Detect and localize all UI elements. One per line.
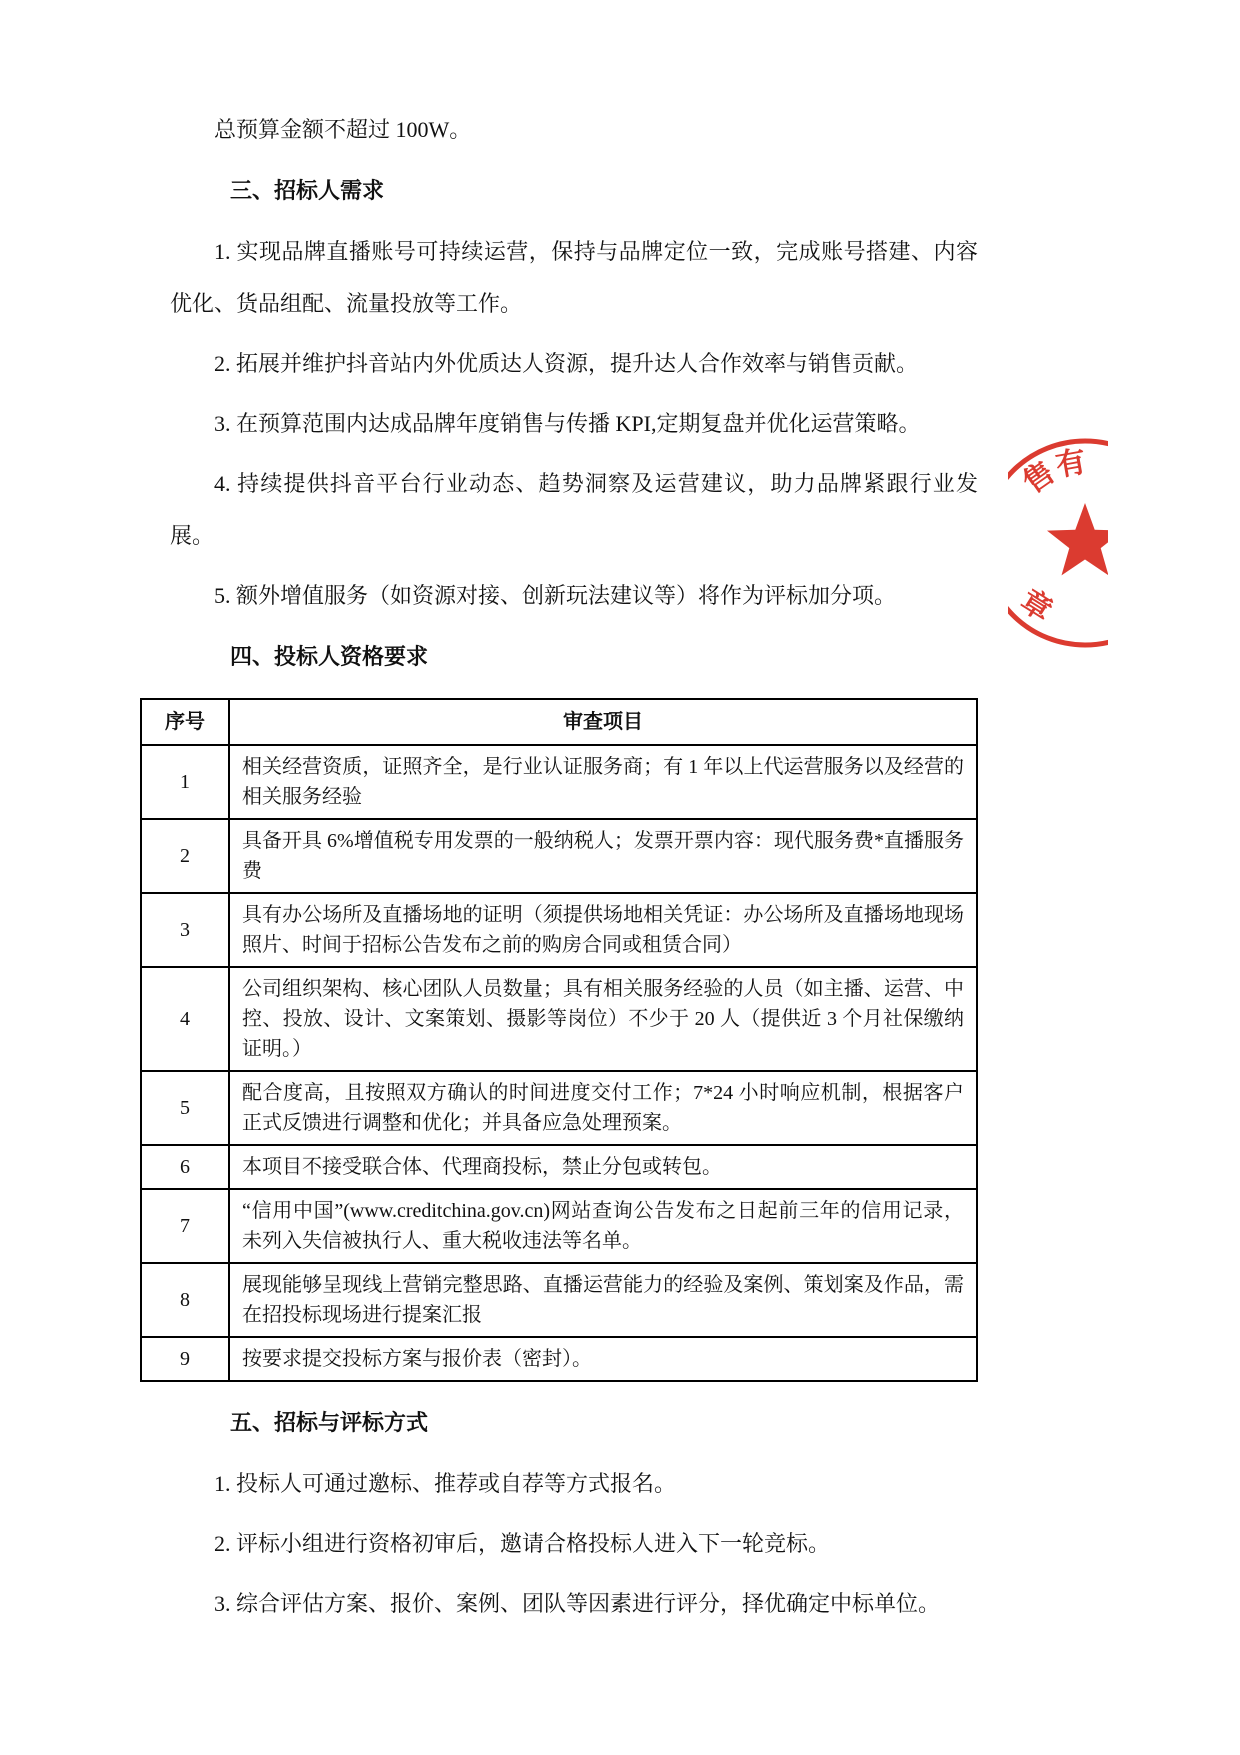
row-text-cell: 相关经营资质，证照齐全，是行业认证服务商；有 1 年以上代运营服务以及经营的相关服务经验 [229,745,977,819]
row-text-cell: 展现能够呈现线上营销完整思路、直播运营能力的经验及案例、策划案及作品，需在招投标现场进行提案汇报 [229,1263,977,1337]
table-row [141,819,977,893]
table-row [141,893,977,967]
row-number-cell: 8 [141,1263,229,1337]
section-heading-qualifications: 四、投标人资格要求 [230,644,429,669]
row-number-cell: 4 [141,967,229,1071]
row-number-cell: 3 [141,893,229,967]
header-cell-review-item: 审查项目 [229,699,977,745]
seal-arc-char: 售 [1017,455,1061,501]
row-text-cell: 按要求提交投标方案与报价表（密封）。 [229,1337,977,1381]
company-seal-graphic [1008,430,1108,658]
table-row [141,1263,977,1337]
seal-arc-char: 章 [1014,584,1058,628]
row-text-cell: 公司组织架构、核心团队人员数量；具有相关服务经验的人员（如主播、运营、中控、投放、设计、文案策划、摄影等岗位）不少于 20 人（提供近 3 个月社保缴纳证明。） [229,967,977,1071]
table-row [141,1071,977,1145]
table-row [141,1145,977,1189]
section-heading-bidder-requirements: 三、招标人需求 [230,178,385,203]
document-content [140,104,978,1638]
company-seal [1008,430,1108,658]
row-number-cell: 1 [141,745,229,819]
evaluation-item-1: 1. 投标人可通过邀标、推荐或自荐等方式报名。 [214,1471,677,1496]
table-row [141,967,977,1071]
row-number-cell: 9 [141,1337,229,1381]
row-text-cell: “信用中国”(www.creditchina.gov.cn)网站查询公告发布之日起前三年的信用记录，未列入失信被执行人、重大税收违法等名单。 [229,1189,977,1263]
section-heading-evaluation: 五、招标与评标方式 [230,1410,429,1435]
row-number-cell: 7 [141,1189,229,1263]
seal-star [1047,503,1108,575]
row-number-cell: 5 [141,1071,229,1145]
evaluation-item-3: 3. 综合评估方案、报价、案例、团队等因素进行评分，择优确定中标单位。 [214,1591,941,1616]
row-text-cell: 具备开具 6%增值税专用发票的一般纳税人；发票开票内容：现代服务费*直播服务费 [229,819,977,893]
row-number-cell: 6 [141,1145,229,1189]
table-header-row [141,699,977,745]
budget-note: 总预算金额不超过 100W。 [214,117,472,142]
requirement-item-3: 3. 在预算范围内达成品牌年度销售与传播 KPI,定期复盘并优化运营策略。 [214,411,921,436]
table-row [141,1337,977,1381]
table-row [141,1189,977,1263]
row-text-cell: 配合度高，且按照双方确认的时间进度交付工作；7*24 小时响应机制，根据客户正式反馈进行调整和优化；并具备应急处理预案。 [229,1071,977,1145]
qualification-table [140,698,978,1382]
requirement-item-1: 1. 实现品牌直播账号可持续运营，保持与品牌定位一致，完成账号搭建、内容优化、货品组配、流量投放等工作。 [170,239,978,316]
requirement-item-5: 5. 额外增值服务（如资源对接、创新玩法建议等）将作为评标加分项。 [214,583,897,608]
row-text-cell: 本项目不接受联合体、代理商投标，禁止分包或转包。 [229,1145,977,1189]
row-number-cell: 2 [141,819,229,893]
requirement-item-4: 4. 持续提供抖音平台行业动态、趋势洞察及运营建议，助力品牌紧跟行业发展。 [170,471,978,548]
table-row [141,745,977,819]
seal-arc-char: 有 [1053,445,1089,483]
seal-circle [1008,441,1108,645]
evaluation-item-2: 2. 评标小组进行资格初审后，邀请合格投标人进入下一轮竞标。 [214,1531,831,1556]
header-cell-number: 序号 [141,699,229,745]
requirement-item-2: 2. 拓展并维护抖音站内外优质达人资源，提升达人合作效率与销售贡献。 [214,351,919,376]
row-text-cell: 具有办公场所及直播场地的证明（须提供场地相关凭证：办公场所及直播场地现场照片、时间于招标公告发布之前的购房合同或租赁合同） [229,893,977,967]
